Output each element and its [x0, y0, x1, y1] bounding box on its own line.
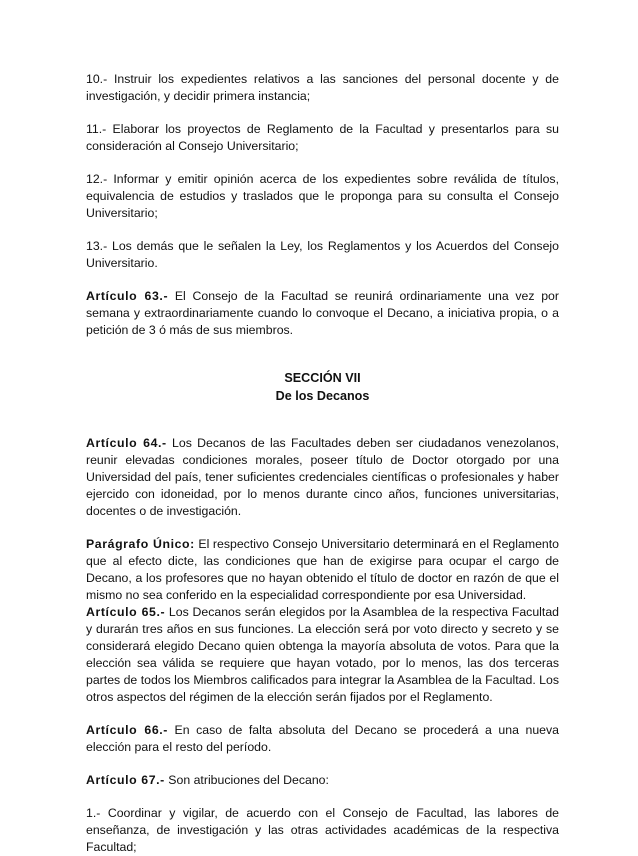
article-65-text: Los Decanos serán elegidos por la Asamblea de la respectiva Facultad y durarán tres años en sus funciones. La elección será por voto directo y secreto y se considerará elegido Decano quien obtenga la mayoría absoluta de votos. Para que la elección sea válida se requiere que hayan votado, por lo menos, las dos terceras partes de todos los Miembros calificados para integrar la Asamblea de la Facultad. Los otros aspectos del régimen de la elección serán fijados por el Reglamento. [86, 605, 559, 704]
article-66-label: Artículo 66.- [86, 723, 168, 737]
article-64-text: Los Decanos de las Facultades deben ser ciudadanos venezolanos, reunir elevadas condiciones morales, poseer título de Doctor otorgado por una Universidad del país, tener suficientes credenciales científicas o profesionales y haber ejercido con idoneidad, por lo menos durante cinco años, funciones universitarias, docentes o de investigación. [86, 436, 559, 518]
duty-1: 1.- Coordinar y vigilar, de acuerdo con el Consejo de Facultad, las labores de enseñanza, de investigación y las otras actividades académicas de la respectiva Facultad; [86, 806, 559, 854]
article-63-label: Artículo 63.- [86, 289, 169, 303]
article-65 [86, 604, 559, 706]
paragrafo-unico [86, 536, 559, 604]
article-66 [86, 722, 559, 756]
item-11: 11.- Elaborar los proyectos de Reglamento de la Facultad y presentarlos para su consideración al Consejo Universitario; [86, 122, 559, 153]
article-67 [86, 772, 559, 789]
section-title: SECCIÓN VII [284, 371, 361, 385]
paragrafo-unico-label: Parágrafo Único: [86, 537, 195, 551]
article-64 [86, 435, 559, 520]
article-65-label: Artículo 65.- [86, 605, 166, 619]
article-63-text: El Consejo de la Facultad se reunirá ordinariamente una vez por semana y extraordinariamente cuando lo convoque el Decano, a iniciativa propia, o a petición de 3 ó más de sus miembros. [86, 289, 559, 337]
article-64-label: Artículo 64.- [86, 436, 167, 450]
article-63 [86, 288, 559, 339]
article-66-text: En caso de falta absoluta del Decano se procederá a una nueva elección para el resto del período. [86, 723, 559, 754]
item-13: 13.- Los demás que le señalen la Ley, los Reglamentos y los Acuerdos del Consejo Universitario. [86, 239, 559, 270]
item-12: 12.- Informar y emitir opinión acerca de los expedientes sobre reválida de títulos, equivalencia de estudios y traslados que le proponga para su consulta el Consejo Universitario; [86, 172, 559, 220]
item-10: 10.- Instruir los expedientes relativos a las sanciones del personal docente y de investigación, y decidir primera instancia; [86, 72, 559, 103]
section-subtitle: De los Decanos [275, 389, 370, 403]
section-heading [86, 369, 559, 405]
article-67-label: Artículo 67.- [86, 773, 165, 787]
article-67-text: Son atribuciones del Decano: [164, 773, 329, 787]
paragrafo-unico-text: El respectivo Consejo Universitario determinará en el Reglamento que al efecto dicte, las condiciones que han de exigirse para ocupar el cargo de Decano, a los profesores que no hayan obtenido el título de doctor en razón de que el mismo no sea conferido en la especialidad correspondiente por esa Universidad. [86, 537, 559, 602]
